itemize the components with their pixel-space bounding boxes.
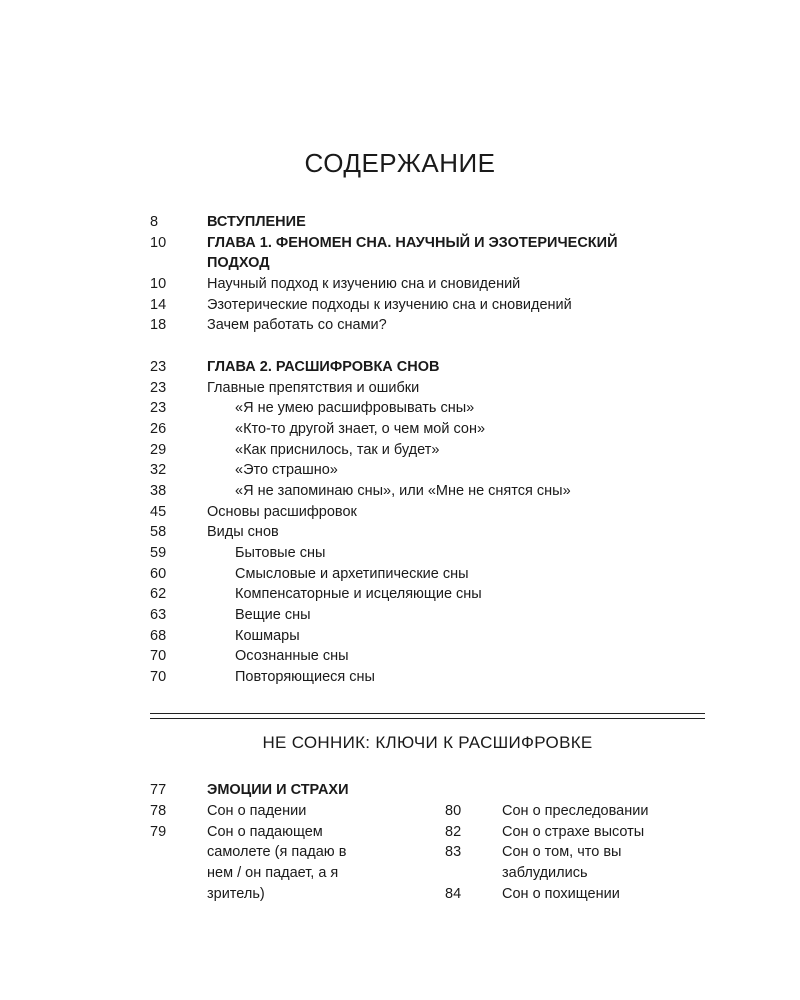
toc-entry — [150, 543, 710, 564]
toc-entry — [445, 801, 705, 822]
toc-entry — [150, 646, 710, 667]
entry-title: Сон о похищении — [502, 885, 620, 902]
toc-entry — [445, 884, 705, 905]
page-number: 79 — [150, 823, 167, 840]
entry-title: Научный подход к изучению сна и сновидений — [207, 276, 521, 293]
entry-title: ВСТУПЛЕНИЕ — [207, 214, 306, 230]
entry-title: ПОДХОД — [207, 255, 270, 272]
toc-entry — [150, 253, 710, 274]
entry-title: «Я не умею расшифровывать сны» — [235, 400, 475, 417]
toc-entry — [445, 822, 705, 843]
page-number: 62 — [150, 586, 167, 603]
toc-entry — [150, 584, 710, 605]
entry-title: Повторяющиеся сны — [235, 669, 375, 686]
entry-title: Сон о падающем самолете (я падаю в нем / он падает, а я зритель) — [207, 823, 347, 902]
entry-title: «Как приснилось, так и будет» — [235, 441, 440, 458]
entry-title: Сон о страхе высоты — [502, 823, 645, 840]
entry-title: Компенсаторные и исцеляющие сны — [235, 586, 482, 603]
page-number: 45 — [150, 503, 167, 520]
page-number: 32 — [150, 462, 167, 479]
entry-title: ЭМОЦИИ И СТРАХИ — [207, 782, 349, 798]
page-number: 68 — [150, 627, 167, 644]
page-number: 60 — [150, 565, 167, 582]
entry-title: Смысловые и архетипические сны — [235, 565, 469, 582]
divider-bottom — [150, 718, 705, 719]
entry-title: Бытовые сны — [235, 545, 326, 561]
page-number: 59 — [150, 545, 167, 561]
toc-entry — [150, 419, 710, 440]
toc-entry — [150, 460, 710, 481]
toc-entry — [150, 822, 410, 905]
page-number: 10 — [150, 234, 167, 251]
page-number: 70 — [150, 648, 167, 665]
page-number: 83 — [445, 844, 462, 861]
toc-entry — [150, 274, 710, 295]
page-number: 84 — [445, 885, 462, 902]
divider-top — [150, 713, 705, 714]
entry-title: «Я не запоминаю сны», или «Мне не снятся сны» — [235, 482, 571, 499]
toc-entry — [150, 564, 710, 585]
toc-entry — [150, 295, 710, 316]
entry-title: ГЛАВА 2. РАСШИФРОВКА СНОВ — [207, 358, 440, 375]
toc-entry — [150, 605, 710, 626]
right-column — [445, 801, 705, 905]
page-number: 70 — [150, 669, 167, 686]
page-number: 23 — [150, 400, 167, 417]
page-number: 26 — [150, 420, 167, 437]
page-number: 23 — [150, 358, 167, 375]
entry-title: «Это страшно» — [235, 462, 338, 479]
entry-title: Осознанные сны — [235, 648, 349, 665]
page-number: 23 — [150, 379, 167, 396]
page-number: 8 — [150, 214, 159, 230]
entry-title: Кошмары — [235, 627, 300, 644]
page-number: 14 — [150, 296, 167, 313]
entry-title: Сон о преследовании — [502, 803, 649, 819]
toc-entry — [150, 626, 710, 647]
entry-title: Эзотерические подходы к изучению сна и сновидений — [207, 296, 572, 313]
toc-entry — [150, 315, 710, 336]
toc-entry — [150, 440, 710, 461]
table-of-contents — [150, 212, 710, 688]
entry-title: Основы расшифровок — [207, 503, 357, 520]
toc-entry — [150, 212, 710, 233]
toc-entry — [150, 522, 710, 543]
entry-title: Виды снов — [207, 524, 279, 541]
page-number: 58 — [150, 524, 167, 541]
page-number: 82 — [445, 823, 462, 840]
page-number: 63 — [150, 607, 167, 624]
toc-entry — [445, 842, 705, 883]
toc-entry — [150, 481, 710, 502]
page-number: 77 — [150, 782, 167, 798]
page-number: 80 — [445, 803, 462, 819]
entry-title: Сон о том, что вы заблудились — [502, 844, 622, 882]
toc-entry — [150, 398, 710, 419]
entry-title: «Кто-то другой знает, о чем мой сон» — [235, 420, 486, 437]
toc-entry — [150, 378, 710, 399]
entry-title: Сон о падении — [207, 803, 307, 819]
page-number: 29 — [150, 441, 167, 458]
page-number: 10 — [150, 276, 167, 293]
page-number: 18 — [150, 317, 167, 334]
page-number: 78 — [150, 803, 167, 819]
page-number: 38 — [150, 482, 167, 499]
entry-title: Вещие сны — [235, 607, 311, 624]
page-title: СОДЕРЖАНИЕ — [304, 148, 496, 178]
spacer — [150, 336, 710, 357]
entry-title: ГЛАВА 1. ФЕНОМЕН СНА. НАУЧНЫЙ И ЭЗОТЕРИЧЕСКИЙ — [207, 234, 618, 251]
toc-entry — [150, 502, 710, 523]
entry-title: Зачем работать со снами? — [207, 317, 387, 334]
entry-title: Главные препятствия и ошибки — [207, 379, 420, 396]
toc-entry — [150, 233, 710, 254]
toc-entry — [150, 667, 710, 688]
toc-entry — [150, 801, 410, 822]
toc-entry — [150, 357, 710, 378]
left-column — [150, 801, 410, 905]
section-title: НЕ СОННИК: КЛЮЧИ К РАСШИФРОВКЕ — [262, 733, 593, 752]
